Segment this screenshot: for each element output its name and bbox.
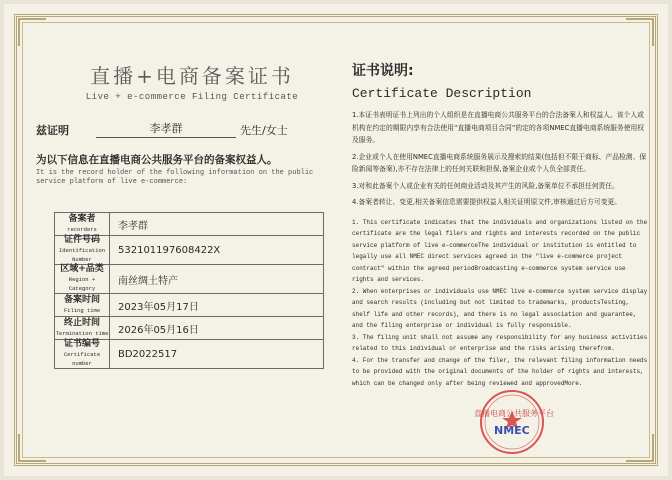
table-row bbox=[55, 317, 324, 340]
official-seal-icon bbox=[479, 389, 545, 455]
paragraph: 4. For the transfer and change of the filer, the relevant filing information needs to be provided with the original documents of the holder of rights and interests, which can be changed only after being reviewed and approvedMore. bbox=[352, 356, 648, 387]
certificate bbox=[4, 4, 668, 476]
paragraph: 3.对和此备案个人或企业有关的任何商业活动及其产生的风险,备案单位不承担任何责任。 bbox=[352, 181, 619, 190]
field-value: 南丝绸土特产 bbox=[110, 265, 324, 294]
right-panel bbox=[352, 60, 648, 389]
field-label: 区域+品类 Region + Category bbox=[55, 265, 110, 294]
certify-label: 兹证明 bbox=[36, 124, 69, 137]
description-en bbox=[352, 217, 648, 390]
field-value: BD2022517 bbox=[110, 340, 324, 369]
field-value: 2023年05月17日 bbox=[110, 294, 324, 317]
paragraph: 4.备案者转让、变更,相关备案信息需要提供权益人相关证明原文件,审核通过后方可变更。 bbox=[352, 198, 622, 206]
intro-en: It is the record holder of the following information on the public service platform of live e-commerce: bbox=[36, 169, 314, 186]
paragraph: 2.企业或个人在使用NMEC直播电商系统服务展示及搜索的结果(包括但不限于商标、产品检测、保险新闻等备案),亦不存在法律上的任何关联和担保,备案企业或个人负全部责任。 bbox=[352, 152, 647, 173]
corner-ornament bbox=[18, 18, 46, 46]
field-value: 532101197608422X bbox=[110, 236, 324, 265]
table-row bbox=[55, 213, 324, 236]
certify-line bbox=[36, 120, 326, 138]
certificate-title: 直播+电商备案证书 bbox=[90, 64, 294, 88]
paragraph: 2. When enterprises or individuals use NMEC live e-commerce system service display and search results (including but not limited to trademarks, productsTesting, shelf life and other records), and there is no legal association and guarantee, and the filing enterprise or individual is fully responsible. bbox=[352, 287, 648, 329]
corner-ornament bbox=[18, 434, 46, 462]
field-label: 证件号码 Identification Number bbox=[55, 236, 110, 265]
field-label: 备案者 recorders bbox=[55, 213, 110, 236]
table-row bbox=[55, 265, 324, 294]
field-value: 2026年05月16日 bbox=[110, 317, 324, 340]
seal-text: 直播电商公共服务平台 bbox=[474, 409, 554, 418]
field-label: 备案时间 Filing time bbox=[55, 294, 110, 317]
left-panel bbox=[36, 60, 326, 187]
paragraph: 1.本证书表明证书上列出的个人组织是在直播电商公共服务平台的合法备案人和权益人。该个人或机构在约定的期限内享有合法使用“直播电商项目合同”的定的各项NMEC直播电商系统服务使用权及服务。 bbox=[352, 111, 645, 144]
seal-code: NMEC bbox=[494, 424, 530, 437]
table-row bbox=[55, 294, 324, 317]
table-row bbox=[55, 236, 324, 265]
description-zh bbox=[352, 109, 648, 209]
intro-zh: 为以下信息在直播电商公共服务平台的备案权益人。 bbox=[36, 154, 278, 166]
certificate-subtitle: Live + e-commerce Filing Certificate bbox=[85, 92, 299, 102]
description-title-en: Certificate Description bbox=[352, 86, 532, 101]
corner-ornament bbox=[626, 434, 654, 462]
field-label: 终止时间 Termination time bbox=[55, 317, 110, 340]
description-title: 证书说明: bbox=[352, 63, 414, 79]
corner-ornament bbox=[626, 18, 654, 46]
salutation: 先生/女士 bbox=[240, 124, 288, 137]
info-table bbox=[54, 212, 324, 369]
field-label: 证书编号 Certificate number bbox=[55, 340, 110, 369]
field-value: 李孝群 bbox=[110, 213, 324, 236]
paragraph: 1. This certificate indicates that the individuals and organizations listed on the certificate are the legal filers and rights and interests recorded on the public service platform of live e-commerceThe individual or institution is entitled to legally use all NMEC direct services agreed in the "live e-commerce project contract" within the agreed periodBroadcasting e-commerce system service use rights and services. bbox=[352, 218, 648, 283]
table-row bbox=[55, 340, 324, 369]
paragraph: 3. The filing unit shall not assume any responsibility for any business activities related to this individual or enterprise and the risks arising therefrom. bbox=[352, 333, 648, 352]
holder-name: 李孝群 bbox=[96, 120, 236, 138]
